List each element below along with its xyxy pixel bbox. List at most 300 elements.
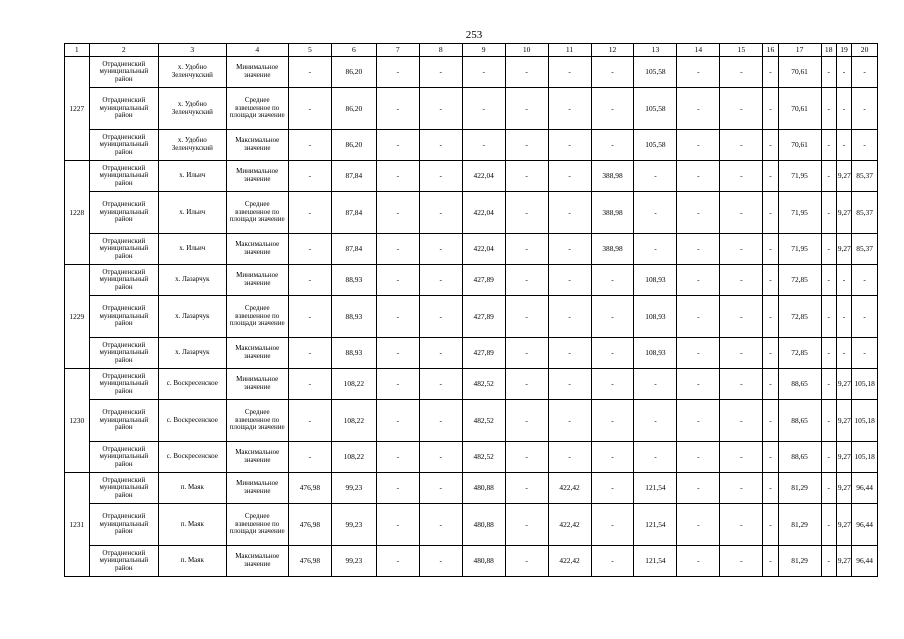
- table-cell: Отрадненский муниципальный район: [89, 504, 159, 546]
- table-cell: -: [836, 57, 851, 88]
- table-cell: х. Лазарчук: [159, 338, 226, 369]
- table-cell: Максимальное значение: [226, 338, 288, 369]
- table-cell: -: [548, 88, 591, 130]
- table-cell: -: [720, 369, 763, 400]
- table-cell: -: [763, 473, 778, 504]
- table-cell: -: [763, 442, 778, 473]
- table-cell: -: [720, 161, 763, 192]
- table-cell: -: [677, 88, 720, 130]
- table-cell: -: [677, 473, 720, 504]
- table-cell: -: [763, 296, 778, 338]
- table-cell: -: [376, 192, 419, 234]
- table-cell: 121,54: [634, 546, 677, 577]
- table-cell: 9,27: [836, 400, 851, 442]
- table-cell: Отрадненский муниципальный район: [89, 442, 159, 473]
- table-cell: -: [591, 265, 634, 296]
- table-cell: -: [677, 369, 720, 400]
- table-cell: Максимальное значение: [226, 130, 288, 161]
- table-cell: -: [720, 473, 763, 504]
- table-cell: 9,27: [836, 234, 851, 265]
- table-row: [65, 88, 878, 130]
- header-cell: 14: [677, 44, 720, 57]
- table-cell: 422,42: [548, 546, 591, 577]
- table-cell: Максимальное значение: [226, 546, 288, 577]
- table-cell: -: [591, 88, 634, 130]
- table-cell: -: [548, 442, 591, 473]
- table-cell: -: [376, 442, 419, 473]
- table-cell: 96,44: [852, 504, 878, 546]
- table-cell: 108,93: [634, 265, 677, 296]
- header-cell: 7: [376, 44, 419, 57]
- table-cell: -: [548, 57, 591, 88]
- table-cell: Максимальное значение: [226, 442, 288, 473]
- table-cell: -: [505, 504, 548, 546]
- table-cell: 422,42: [548, 504, 591, 546]
- table-cell: 96,44: [852, 473, 878, 504]
- table-row: [65, 369, 878, 400]
- table-cell: -: [720, 546, 763, 577]
- table-cell: 9,27: [836, 504, 851, 546]
- header-cell: 11: [548, 44, 591, 57]
- table-cell: -: [548, 400, 591, 442]
- table-cell: -: [548, 130, 591, 161]
- table-cell: 72,85: [778, 296, 821, 338]
- table-cell: -: [821, 57, 836, 88]
- table-cell: 88,93: [331, 296, 376, 338]
- table-cell: -: [821, 161, 836, 192]
- table-cell: -: [821, 442, 836, 473]
- table-cell: 476,98: [288, 504, 331, 546]
- table-cell: -: [763, 234, 778, 265]
- table-cell: -: [419, 369, 462, 400]
- table-row: [65, 265, 878, 296]
- table-cell: -: [376, 504, 419, 546]
- header-cell: 18: [821, 44, 836, 57]
- header-cell: 9: [462, 44, 505, 57]
- table-cell: х. Лазарчук: [159, 265, 226, 296]
- table-cell: -: [591, 130, 634, 161]
- table-cell: -: [419, 192, 462, 234]
- table-cell: -: [376, 234, 419, 265]
- table-row: [65, 473, 878, 504]
- table-cell: 427,89: [462, 296, 505, 338]
- table-cell: -: [505, 192, 548, 234]
- table-cell: 86,20: [331, 57, 376, 88]
- table-cell: -: [821, 192, 836, 234]
- table-cell: -: [376, 473, 419, 504]
- table-cell: -: [591, 338, 634, 369]
- table-cell: п. Маяк: [159, 504, 226, 546]
- table-cell: -: [376, 130, 419, 161]
- table-cell: -: [720, 442, 763, 473]
- table-cell: -: [419, 296, 462, 338]
- table-cell: -: [548, 369, 591, 400]
- table-cell: -: [821, 338, 836, 369]
- table-cell: -: [419, 546, 462, 577]
- table-cell: -: [720, 57, 763, 88]
- table-cell: х. Удобно Зеленчукский: [159, 130, 226, 161]
- table-cell: 81,29: [778, 473, 821, 504]
- table-cell: 482,52: [462, 369, 505, 400]
- table-cell: -: [376, 296, 419, 338]
- row-number-cell: 1231: [65, 473, 90, 577]
- table-cell: х. Удобно Зеленчукский: [159, 88, 226, 130]
- table-cell: Среднее взвешенное по площади значение: [226, 504, 288, 546]
- table-cell: Среднее взвешенное по площади значение: [226, 400, 288, 442]
- table-cell: -: [591, 546, 634, 577]
- table-cell: 108,22: [331, 369, 376, 400]
- table-cell: -: [852, 88, 878, 130]
- table-cell: с. Воскресенское: [159, 369, 226, 400]
- table-cell: -: [836, 130, 851, 161]
- table-cell: 388,98: [591, 192, 634, 234]
- table-cell: с. Воскресенское: [159, 442, 226, 473]
- table-cell: -: [677, 546, 720, 577]
- table-cell: Отрадненский муниципальный район: [89, 192, 159, 234]
- table-cell: Отрадненский муниципальный район: [89, 338, 159, 369]
- table-cell: 81,29: [778, 504, 821, 546]
- table-cell: -: [677, 161, 720, 192]
- table-body: [65, 44, 878, 577]
- table-cell: х. Лазарчук: [159, 296, 226, 338]
- table-cell: Отрадненский муниципальный район: [89, 57, 159, 88]
- table-cell: -: [763, 88, 778, 130]
- table-cell: Минимальное значение: [226, 369, 288, 400]
- table-cell: -: [763, 265, 778, 296]
- table-cell: -: [591, 369, 634, 400]
- table-cell: 71,95: [778, 192, 821, 234]
- table-cell: -: [505, 338, 548, 369]
- table-cell: 72,85: [778, 338, 821, 369]
- table-cell: 88,65: [778, 369, 821, 400]
- table-cell: -: [462, 57, 505, 88]
- table-cell: -: [677, 442, 720, 473]
- table-cell: Минимальное значение: [226, 57, 288, 88]
- table-cell: 86,20: [331, 88, 376, 130]
- table-cell: Отрадненский муниципальный район: [89, 161, 159, 192]
- table-cell: -: [763, 338, 778, 369]
- table-cell: -: [419, 88, 462, 130]
- table-cell: 70,61: [778, 57, 821, 88]
- table-cell: 9,27: [836, 192, 851, 234]
- table-cell: -: [505, 546, 548, 577]
- table-cell: -: [419, 400, 462, 442]
- table-cell: -: [677, 192, 720, 234]
- table-cell: 105,18: [852, 442, 878, 473]
- table-cell: 87,84: [331, 161, 376, 192]
- table-cell: 480,88: [462, 473, 505, 504]
- table-cell: -: [288, 400, 331, 442]
- table-cell: 9,27: [836, 369, 851, 400]
- table-cell: -: [376, 338, 419, 369]
- table-cell: х. Удобно Зеленчукский: [159, 57, 226, 88]
- page-number: 253: [465, 29, 483, 41]
- table-cell: -: [505, 130, 548, 161]
- table-cell: -: [548, 161, 591, 192]
- table-cell: -: [505, 57, 548, 88]
- table-row: [65, 161, 878, 192]
- header-cell: 15: [720, 44, 763, 57]
- table-cell: -: [677, 296, 720, 338]
- table-cell: 108,93: [634, 338, 677, 369]
- table-cell: 476,98: [288, 546, 331, 577]
- table-cell: Отрадненский муниципальный район: [89, 369, 159, 400]
- table-cell: -: [419, 265, 462, 296]
- table-cell: -: [376, 369, 419, 400]
- table-cell: п. Маяк: [159, 546, 226, 577]
- table-cell: 108,22: [331, 400, 376, 442]
- header-cell: 16: [763, 44, 778, 57]
- table-cell: -: [720, 296, 763, 338]
- table-cell: 71,95: [778, 234, 821, 265]
- table-cell: 99,23: [331, 473, 376, 504]
- table-cell: -: [548, 265, 591, 296]
- table-cell: Отрадненский муниципальный район: [89, 546, 159, 577]
- table-cell: 85,37: [852, 234, 878, 265]
- table-cell: -: [763, 161, 778, 192]
- header-cell: 10: [505, 44, 548, 57]
- table-cell: 422,04: [462, 161, 505, 192]
- table-cell: -: [763, 192, 778, 234]
- table-cell: -: [852, 296, 878, 338]
- table-cell: 9,27: [836, 546, 851, 577]
- table-cell: -: [836, 88, 851, 130]
- table-cell: -: [419, 130, 462, 161]
- table-cell: -: [821, 369, 836, 400]
- table-cell: 422,04: [462, 234, 505, 265]
- table-cell: 88,93: [331, 265, 376, 296]
- table-cell: -: [548, 296, 591, 338]
- table-cell: с. Воскресенское: [159, 400, 226, 442]
- table-cell: -: [720, 400, 763, 442]
- header-cell: 17: [778, 44, 821, 57]
- table-cell: -: [591, 442, 634, 473]
- table-cell: Минимальное значение: [226, 265, 288, 296]
- table-cell: -: [836, 265, 851, 296]
- header-cell: 4: [226, 44, 288, 57]
- table-cell: -: [591, 57, 634, 88]
- table-cell: х. Ильич: [159, 161, 226, 192]
- table-cell: 105,18: [852, 369, 878, 400]
- table-cell: -: [505, 442, 548, 473]
- table-cell: 388,98: [591, 161, 634, 192]
- table-cell: -: [763, 369, 778, 400]
- table-cell: 81,29: [778, 546, 821, 577]
- header-row: [65, 44, 878, 57]
- table-cell: -: [634, 192, 677, 234]
- header-cell: 12: [591, 44, 634, 57]
- header-cell: 6: [331, 44, 376, 57]
- table-cell: 105,58: [634, 130, 677, 161]
- row-number-cell: 1229: [65, 265, 90, 369]
- table-cell: -: [591, 400, 634, 442]
- header-cell: 19: [836, 44, 851, 57]
- table-cell: -: [376, 546, 419, 577]
- table-cell: -: [763, 57, 778, 88]
- table-row: [65, 296, 878, 338]
- table-row: [65, 192, 878, 234]
- table-cell: -: [591, 473, 634, 504]
- table-row: [65, 57, 878, 88]
- table-cell: 85,37: [852, 192, 878, 234]
- table-cell: -: [821, 234, 836, 265]
- table-cell: -: [288, 369, 331, 400]
- table-cell: Отрадненский муниципальный район: [89, 130, 159, 161]
- table-cell: -: [376, 88, 419, 130]
- table-cell: -: [720, 504, 763, 546]
- header-cell: 5: [288, 44, 331, 57]
- table-row: [65, 400, 878, 442]
- table-cell: -: [821, 400, 836, 442]
- table-cell: -: [763, 400, 778, 442]
- table-cell: п. Маяк: [159, 473, 226, 504]
- table-cell: 96,44: [852, 546, 878, 577]
- table-cell: Отрадненский муниципальный район: [89, 234, 159, 265]
- table-cell: 108,93: [634, 296, 677, 338]
- table-row: [65, 130, 878, 161]
- table-cell: 85,37: [852, 161, 878, 192]
- table-cell: -: [763, 546, 778, 577]
- table-cell: -: [376, 265, 419, 296]
- table-cell: -: [852, 265, 878, 296]
- table-cell: 9,27: [836, 442, 851, 473]
- table-cell: Минимальное значение: [226, 473, 288, 504]
- table-cell: -: [419, 161, 462, 192]
- table-cell: -: [288, 192, 331, 234]
- table-cell: -: [505, 161, 548, 192]
- table-cell: 70,61: [778, 130, 821, 161]
- header-cell: 13: [634, 44, 677, 57]
- table-cell: 87,84: [331, 192, 376, 234]
- table-cell: -: [376, 400, 419, 442]
- table-cell: 476,98: [288, 473, 331, 504]
- table-cell: -: [288, 161, 331, 192]
- table-cell: -: [419, 57, 462, 88]
- table-cell: -: [548, 234, 591, 265]
- table-cell: -: [419, 442, 462, 473]
- header-cell: 3: [159, 44, 226, 57]
- table-cell: 482,52: [462, 442, 505, 473]
- table-cell: Минимальное значение: [226, 161, 288, 192]
- table-cell: 87,84: [331, 234, 376, 265]
- table-cell: -: [288, 338, 331, 369]
- table-cell: 86,20: [331, 130, 376, 161]
- table-row: [65, 546, 878, 577]
- table-cell: 70,61: [778, 88, 821, 130]
- table-cell: 121,54: [634, 504, 677, 546]
- table-cell: -: [419, 234, 462, 265]
- table-cell: -: [677, 130, 720, 161]
- table-cell: Отрадненский муниципальный район: [89, 296, 159, 338]
- table-cell: -: [852, 130, 878, 161]
- table-cell: 99,23: [331, 546, 376, 577]
- table-cell: 121,54: [634, 473, 677, 504]
- table-cell: Отрадненский муниципальный район: [89, 473, 159, 504]
- table-cell: 482,52: [462, 400, 505, 442]
- table-cell: -: [677, 57, 720, 88]
- table-row: [65, 234, 878, 265]
- table-cell: -: [821, 473, 836, 504]
- table-cell: -: [821, 130, 836, 161]
- table-cell: -: [821, 546, 836, 577]
- table-cell: -: [720, 265, 763, 296]
- table-cell: -: [288, 57, 331, 88]
- table-cell: Среднее взвешенное по площади значение: [226, 296, 288, 338]
- table-cell: 99,23: [331, 504, 376, 546]
- table-cell: -: [677, 234, 720, 265]
- table-cell: -: [288, 442, 331, 473]
- table-cell: -: [462, 88, 505, 130]
- table-cell: Отрадненский муниципальный район: [89, 88, 159, 130]
- table-cell: -: [591, 504, 634, 546]
- table-cell: -: [505, 265, 548, 296]
- table-cell: 422,04: [462, 192, 505, 234]
- table-cell: -: [634, 234, 677, 265]
- table-cell: -: [505, 400, 548, 442]
- table-cell: -: [634, 400, 677, 442]
- data-table: [64, 43, 878, 577]
- table-cell: -: [852, 57, 878, 88]
- header-cell: 1: [65, 44, 90, 57]
- table-cell: -: [548, 192, 591, 234]
- table-cell: -: [505, 234, 548, 265]
- table-cell: 105,58: [634, 57, 677, 88]
- table-cell: 72,85: [778, 265, 821, 296]
- table-cell: -: [763, 130, 778, 161]
- table-cell: -: [505, 369, 548, 400]
- table-cell: -: [677, 338, 720, 369]
- table-cell: -: [376, 161, 419, 192]
- table-cell: -: [852, 338, 878, 369]
- table-cell: -: [591, 296, 634, 338]
- table-cell: 422,42: [548, 473, 591, 504]
- table-cell: 9,27: [836, 473, 851, 504]
- table-cell: -: [288, 234, 331, 265]
- header-cell: 8: [419, 44, 462, 57]
- table-cell: -: [836, 296, 851, 338]
- table-cell: -: [288, 130, 331, 161]
- table-cell: 88,65: [778, 400, 821, 442]
- table-cell: Отрадненский муниципальный район: [89, 265, 159, 296]
- table-cell: Среднее взвешенное по площади значение: [226, 88, 288, 130]
- table-cell: -: [419, 338, 462, 369]
- table-cell: Среднее взвешенное по площади значение: [226, 192, 288, 234]
- table-cell: -: [836, 338, 851, 369]
- table-cell: -: [720, 234, 763, 265]
- table-cell: -: [634, 161, 677, 192]
- table-cell: -: [419, 473, 462, 504]
- table-cell: 71,95: [778, 161, 821, 192]
- table-cell: -: [548, 338, 591, 369]
- table-cell: -: [677, 400, 720, 442]
- table-cell: 480,88: [462, 504, 505, 546]
- row-number-cell: 1227: [65, 57, 90, 161]
- table-cell: 388,98: [591, 234, 634, 265]
- table-cell: -: [821, 88, 836, 130]
- table-cell: х. Ильич: [159, 192, 226, 234]
- table-cell: -: [288, 296, 331, 338]
- table-cell: -: [677, 265, 720, 296]
- row-number-cell: 1228: [65, 161, 90, 265]
- table-cell: -: [720, 338, 763, 369]
- table-cell: -: [288, 265, 331, 296]
- table-cell: 105,18: [852, 400, 878, 442]
- table-cell: 88,65: [778, 442, 821, 473]
- table-cell: 427,89: [462, 338, 505, 369]
- table-cell: -: [419, 504, 462, 546]
- table-row: [65, 504, 878, 546]
- table-cell: -: [720, 130, 763, 161]
